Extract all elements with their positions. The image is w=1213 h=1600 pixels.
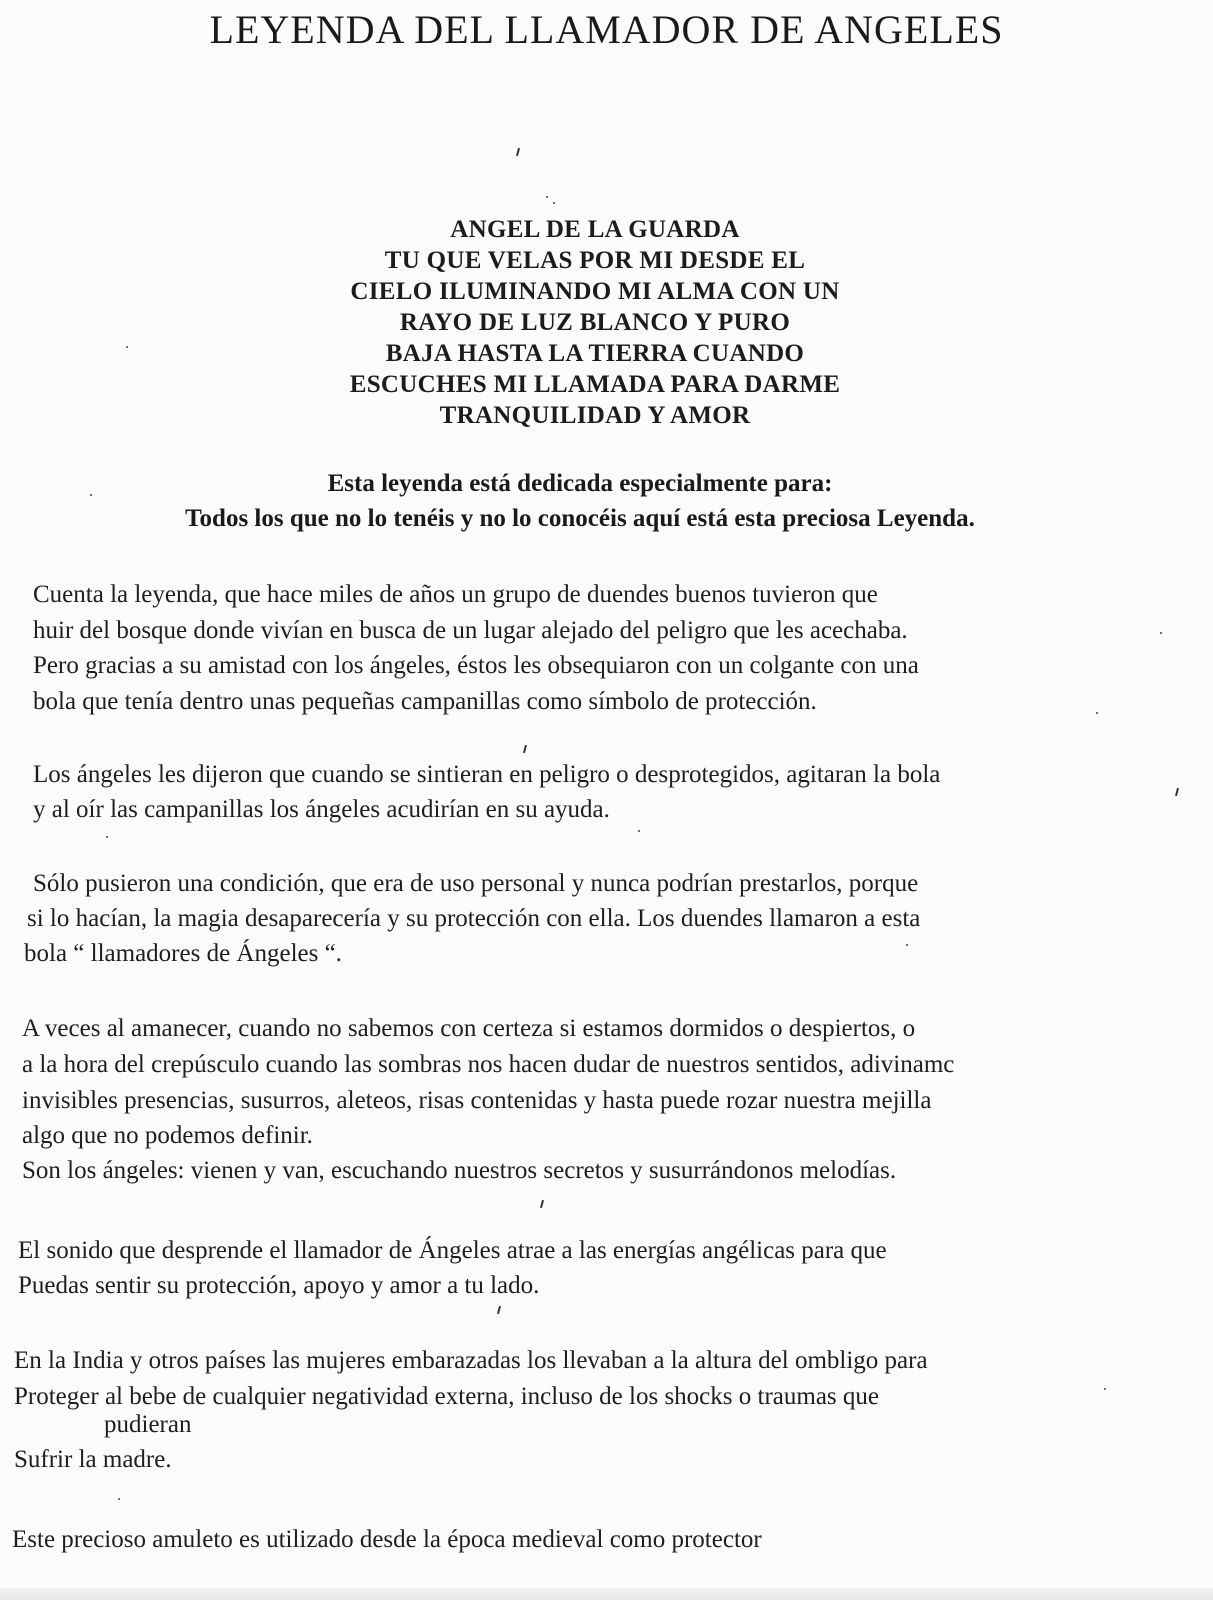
- scan-speck: [497, 1306, 501, 1314]
- paragraph-line: si lo hacían, la magia desaparecería y su protección con ella. Los duendes llamaron a esta: [27, 905, 921, 932]
- paragraph-line: En la India y otros países las mujeres embarazadas los llevaban a la altura del ombligo para: [14, 1347, 928, 1374]
- paragraph-line: Los ángeles les dijeron que cuando se sintieran en peligro o desprotegidos, agitaran la bola: [33, 761, 941, 788]
- dedication-line: Esta leyenda está dedicada especialmente para:: [327, 470, 833, 497]
- dedication-line: Todos los que no lo tenéis y no lo conocéis aquí está esta preciosa Leyenda.: [185, 505, 975, 532]
- document-title: LEYENDA DEL LLAMADOR DE ANGELES: [209, 7, 1004, 52]
- scan-speck: [523, 745, 527, 753]
- paragraph-line: Sólo pusieron una condición, que era de uso personal y nunca podrían prestarlos, porque: [33, 870, 919, 897]
- paragraph-line: pudieran: [104, 1411, 192, 1438]
- paragraph-line: Proteger al bebe de cualquier negatividad externa, incluso de los shocks o traumas que: [14, 1383, 879, 1410]
- paragraph-line: Cuenta la leyenda, que hace miles de años un grupo de duendes buenos tuvieron que: [33, 581, 878, 608]
- prayer-line: ESCUCHES MI LLAMADA PARA DARME: [349, 371, 841, 398]
- scan-speck: [126, 346, 128, 348]
- scan-speck: [118, 1498, 120, 1500]
- scan-speck: [1160, 632, 1162, 634]
- paragraph-line: Pero gracias a su amistad con los ángeles, éstos les obsequiaron con un colgante con una: [33, 652, 919, 679]
- paragraph-line: Son los ángeles: vienen y van, escuchando nuestros secretos y susurrándonos melodías.: [22, 1157, 897, 1184]
- scan-speck: [638, 830, 640, 832]
- paragraph-line: Sufrir la madre.: [14, 1446, 172, 1473]
- paragraph-line: huir del bosque donde vivían en busca de un lugar alejado del peligro que les acechaba.: [33, 617, 908, 644]
- scan-speck: [540, 1200, 544, 1208]
- scan-speck: [1175, 788, 1179, 796]
- scan-speck: [1104, 1388, 1106, 1390]
- paragraph-line: El sonido que desprende el llamador de Ángeles atrae a las energías angélicas para que: [18, 1237, 887, 1264]
- prayer-line: TRANQUILIDAD Y AMOR: [439, 402, 751, 429]
- paragraph-line: Puedas sentir su protección, apoyo y amor a tu lado.: [18, 1272, 540, 1299]
- paragraph-line: a la hora del crepúsculo cuando las sombras nos hacen dudar de nuestros sentidos, adivinamc: [22, 1051, 955, 1078]
- scan-speck: [516, 148, 520, 156]
- paragraph-line: invisibles presencias, susurros, aleteos, risas contenidas y hasta puede rozar nuestra mejilla: [22, 1087, 932, 1114]
- paragraph-line: Este precioso amuleto es utilizado desde la época medieval como protector: [12, 1526, 762, 1553]
- paragraph-line: y al oír las campanillas los ángeles acudirían en su ayuda.: [33, 796, 610, 823]
- paragraph-line: A veces al amanecer, cuando no sabemos con certeza si estamos dormidos o despiertos, o: [22, 1015, 916, 1042]
- prayer-line: TU QUE VELAS POR MI DESDE EL: [384, 247, 806, 274]
- paragraph-line: algo que no podemos definir.: [22, 1122, 313, 1149]
- prayer-line: CIELO ILUMINANDO MI ALMA CON UN: [350, 278, 840, 305]
- prayer-line: RAYO DE LUZ BLANCO Y PURO: [399, 309, 791, 336]
- scan-speck: [106, 836, 108, 838]
- scan-speck: [906, 944, 908, 946]
- scan-speck: [90, 494, 92, 496]
- scan-speck: [553, 202, 555, 204]
- scan-bottom-edge: [0, 1588, 1213, 1600]
- scan-speck: [1096, 712, 1098, 714]
- prayer-line: ANGEL DE LA GUARDA: [450, 216, 740, 243]
- scan-speck: [546, 196, 548, 198]
- prayer-line: BAJA HASTA LA TIERRA CUANDO: [385, 340, 805, 367]
- paragraph-line: bola “ llamadores de Ángeles “.: [24, 940, 342, 967]
- paragraph-line: bola que tenía dentro unas pequeñas campanillas como símbolo de protección.: [33, 688, 817, 715]
